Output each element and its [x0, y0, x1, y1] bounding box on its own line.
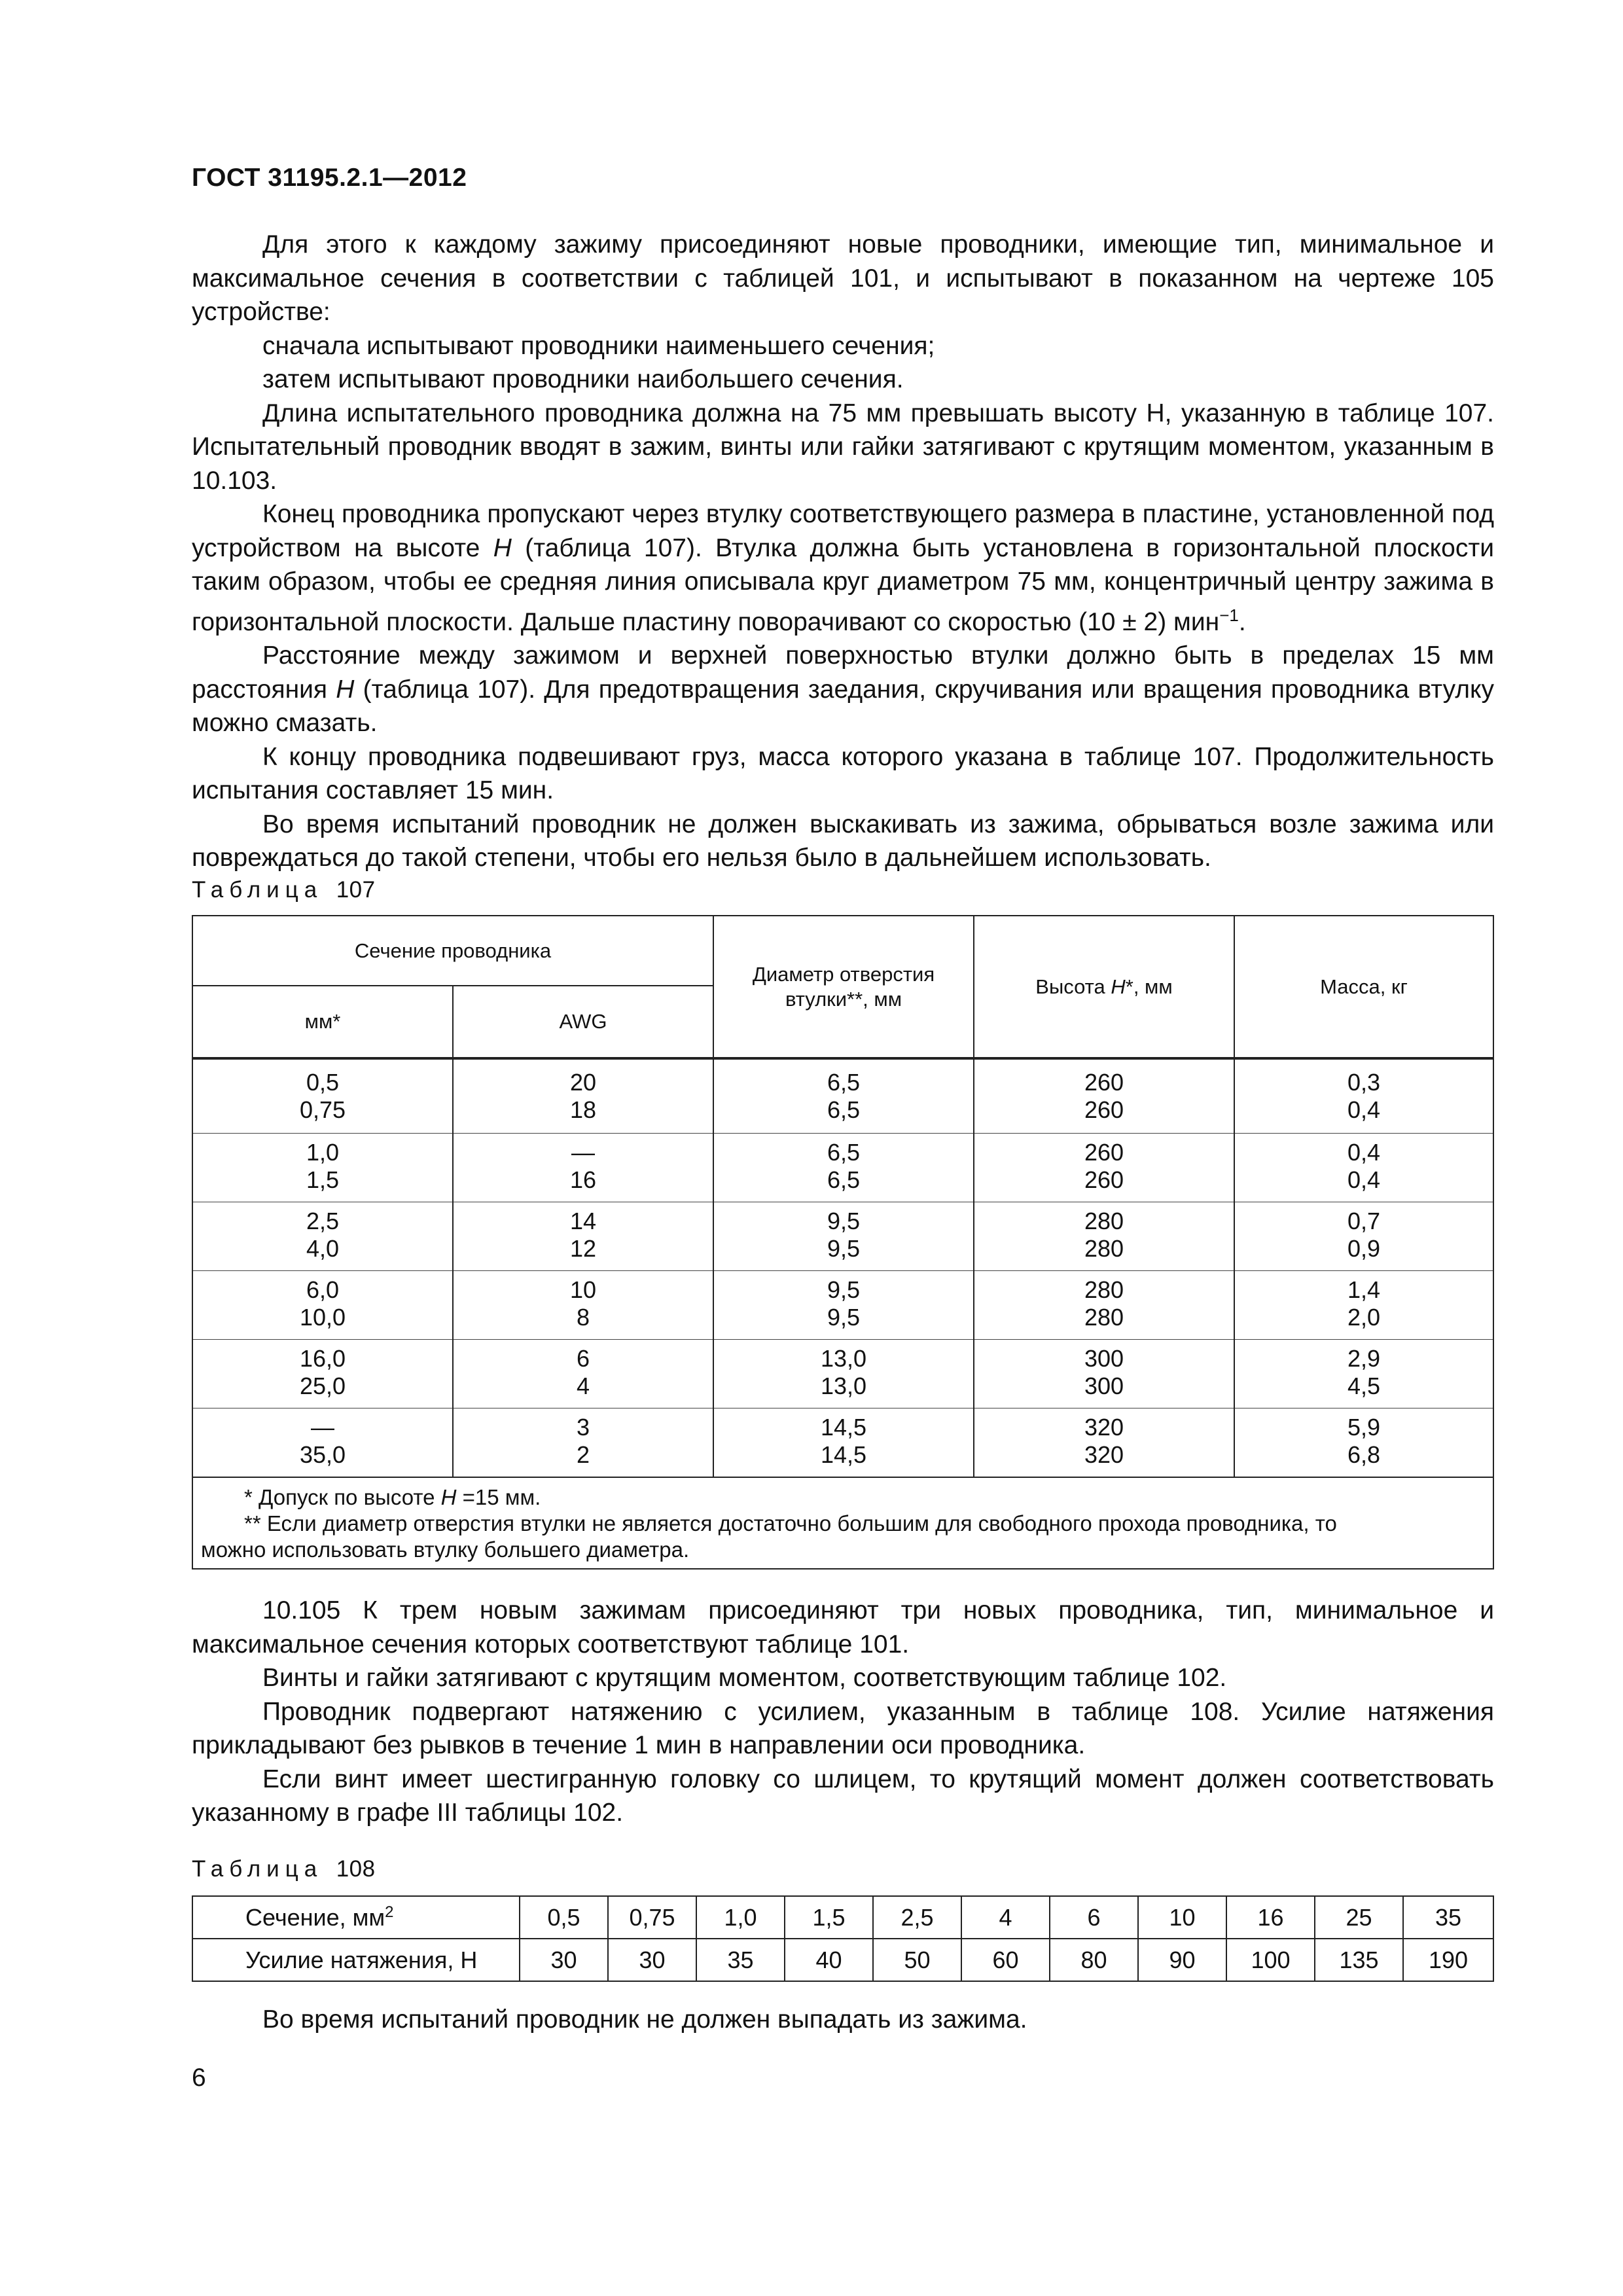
- paragraph: К концу проводника подвешивают груз, масса которого указана в таблице 107. Продолжительность испытания составляет 15 мин.: [192, 742, 1494, 804]
- cell-value: 6,8: [1347, 1441, 1381, 1468]
- table-cell-mass: [1234, 1408, 1493, 1478]
- table-cell-h: [974, 1340, 1234, 1408]
- header-diameter: Диаметр отверстия втулки**, мм: [713, 916, 974, 1058]
- superscript: 2: [385, 1903, 394, 1921]
- table-cell-awg: [453, 1058, 713, 1134]
- table-cell-h: [974, 1202, 1234, 1271]
- header-height: [974, 916, 1234, 1058]
- cell-value: 260: [1084, 1166, 1124, 1193]
- cell-value: 16,0: [299, 1345, 346, 1372]
- cell-value: 6: [576, 1345, 590, 1372]
- cell-value: 4,0: [306, 1235, 340, 1262]
- section-value: 6: [1050, 1896, 1138, 1939]
- table-cell-h: [974, 1408, 1234, 1478]
- cell-value: 13,0: [820, 1372, 867, 1399]
- text-fragment: *, мм: [1125, 975, 1173, 998]
- cell-value: 5,9: [1347, 1414, 1381, 1441]
- cell-value: 3: [576, 1414, 590, 1441]
- cell-value: 2,5: [306, 1208, 340, 1234]
- note-2-continuation: можно использовать втулку большего диаметра.: [201, 1537, 690, 1562]
- table-cell-mm: [192, 1340, 453, 1408]
- table-cell-mass: [1234, 1202, 1493, 1271]
- force-value: 30: [520, 1939, 608, 1981]
- table-row: [192, 1408, 1493, 1478]
- cell-value: 6,5: [827, 1139, 861, 1166]
- table-row: [192, 1058, 1493, 1134]
- force-value: 30: [608, 1939, 696, 1981]
- cell-value: 14,5: [820, 1441, 867, 1468]
- note-2: ** Если диаметр отверстия втулки не является достаточно большим для свободного прохода проводника, то: [244, 1511, 1337, 1535]
- note-1: [201, 1484, 1485, 1511]
- cell-value: 280: [1084, 1235, 1124, 1262]
- cell-value: 280: [1084, 1304, 1124, 1331]
- table-cell-dia: [713, 1271, 974, 1340]
- cell-value: 0,4: [1347, 1096, 1381, 1123]
- cell-value: 280: [1084, 1276, 1124, 1303]
- cell-value: 6,5: [827, 1069, 861, 1096]
- paragraph: Во время испытаний проводник не должен выпадать из зажима.: [262, 2005, 1027, 2034]
- cell-value: 260: [1084, 1069, 1124, 1096]
- text-fragment: Высота: [1035, 975, 1111, 998]
- table-107: [192, 915, 1494, 1570]
- caption-word: Таблица: [192, 1856, 323, 1882]
- cell-value: 300: [1084, 1372, 1124, 1399]
- text-fragment: Расстояние между зажимом и верхней поверхностью втулки должно быть в пределах 15 мм расстояния: [192, 641, 1494, 704]
- cell-value: 14,5: [820, 1414, 867, 1441]
- table-cell-h: [974, 1134, 1234, 1202]
- table-107-notes: [192, 1477, 1493, 1569]
- table-row: [192, 1271, 1493, 1340]
- table-cell-awg: [453, 1271, 713, 1340]
- table-row: [192, 1134, 1493, 1202]
- variable-h: H: [493, 533, 512, 562]
- header-mass: Масса, кг: [1234, 916, 1493, 1058]
- intro-text: [192, 228, 1494, 875]
- table-cell-dia: [713, 1058, 974, 1134]
- cell-value: 260: [1084, 1096, 1124, 1123]
- caption-word: Таблица: [192, 877, 323, 903]
- text-fragment: .: [1238, 607, 1246, 636]
- cell-value: 2,9: [1347, 1345, 1381, 1372]
- caption-number: 108: [336, 1856, 376, 1882]
- paragraph: Для этого к каждому зажиму присоединяют новые проводники, имеющие тип, минимальное и максимальное сечения в соответствии с таблицей 101, и испытывают в показанном на чертеже 105 устройстве:: [192, 230, 1494, 326]
- table-cell-dia: [713, 1202, 974, 1271]
- cell-value: 9,5: [827, 1304, 861, 1331]
- cell-value: 4,5: [1347, 1372, 1381, 1399]
- text-fragment: (таблица 107). Втулка должна быть установлена в горизонтальной плоскости таким образом, чтобы ее средняя линия описывала круг диаметром 75 мм, концентричный центру зажима в горизонтальной плоскости. Дальше пластину поворачивают со скоростью (10 ± 2) мин: [192, 533, 1494, 636]
- superscript: −1: [1219, 605, 1239, 625]
- table-cell-mm: [192, 1202, 453, 1271]
- table-row: [192, 1340, 1493, 1408]
- force-value: 50: [873, 1939, 961, 1981]
- cell-value: 8: [576, 1304, 590, 1331]
- cell-value: 35,0: [299, 1441, 346, 1468]
- section-value: 16: [1226, 1896, 1315, 1939]
- section-value: 10: [1138, 1896, 1226, 1939]
- cell-value: 0,4: [1347, 1139, 1381, 1166]
- table-cell-mass: [1234, 1058, 1493, 1134]
- cell-value: 280: [1084, 1208, 1124, 1234]
- paragraph: 10.105 К трем новым зажимам присоединяют три новых проводника, тип, минимальное и максимальное сечения которых соответствуют таблице 101.: [192, 1596, 1494, 1659]
- cell-value: 1,0: [306, 1139, 340, 1166]
- table-cell-mm: [192, 1408, 453, 1478]
- section-10-105: [192, 1594, 1494, 1830]
- section-value: 25: [1315, 1896, 1403, 1939]
- table-cell-awg: [453, 1134, 713, 1202]
- cell-value: 13,0: [820, 1345, 867, 1372]
- variable-h: H: [440, 1485, 457, 1509]
- variable-h: H: [1111, 975, 1126, 998]
- paragraph: Если винт имеет шестигранную головку со шлицем, то крутящий момент должен соответствовать указанному в графе III таблицы 102.: [192, 1765, 1494, 1827]
- paragraph: Длина испытательного проводника должна на 75 мм превышать высоту H, указанную в таблице 107. Испытательный проводник вводят в зажим, винты или гайки затягивают с крутящим моментом, указанным в 10.103.: [192, 399, 1494, 495]
- force-value: 60: [961, 1939, 1050, 1981]
- cell-value: 18: [569, 1096, 597, 1123]
- final-text: [192, 2003, 1494, 2037]
- cell-value: 16: [569, 1166, 597, 1193]
- table-row: [192, 1202, 1493, 1271]
- table-108: [192, 1895, 1494, 1982]
- cell-value: 9,5: [827, 1208, 861, 1234]
- table-107-caption: [192, 877, 376, 903]
- table-cell-mass: [1234, 1134, 1493, 1202]
- table-108-caption: [192, 1856, 376, 1882]
- paragraph: Винты и гайки затягивают с крутящим моментом, соответствующим таблице 102.: [262, 1664, 1227, 1692]
- cell-value: 6,0: [306, 1276, 340, 1303]
- table-cell-mass: [1234, 1340, 1493, 1408]
- cell-value: 12: [569, 1235, 597, 1262]
- table-cell-mm: [192, 1134, 453, 1202]
- cell-value: 320: [1084, 1414, 1124, 1441]
- row-label-section: [192, 1896, 520, 1939]
- cell-value: 20: [569, 1069, 597, 1096]
- cell-value: 10: [569, 1276, 597, 1303]
- force-value: 80: [1050, 1939, 1138, 1981]
- cell-value: 2: [576, 1441, 590, 1468]
- table-cell-awg: [453, 1202, 713, 1271]
- text-fragment: (таблица 107). Для предотвращения заедания, скручивания или вращения проводника втулку можно смазать.: [192, 675, 1495, 737]
- cell-value: 6,5: [827, 1166, 861, 1193]
- page-number: 6: [192, 2064, 206, 2092]
- text-fragment: =15 мм.: [456, 1485, 541, 1509]
- force-value: 40: [785, 1939, 873, 1981]
- document-header: ГОСТ 31195.2.1—2012: [192, 164, 467, 192]
- table-cell-mm: [192, 1058, 453, 1134]
- table-cell-awg: [453, 1340, 713, 1408]
- cell-value: 9,5: [827, 1235, 861, 1262]
- section-value: 1,5: [785, 1896, 873, 1939]
- table-cell-h: [974, 1058, 1234, 1134]
- section-value: 0,75: [608, 1896, 696, 1939]
- header-conductor-section: Сечение проводника: [192, 916, 713, 986]
- cell-value: 1,4: [1347, 1276, 1381, 1303]
- table-cell-mm: [192, 1271, 453, 1340]
- paragraph: Проводник подвергают натяжению с усилием, указанным в таблице 108. Усилие натяжения прикладывают без рывков в течение 1 мин в направлении оси проводника.: [192, 1697, 1494, 1759]
- table-cell-dia: [713, 1134, 974, 1202]
- paragraph: Во время испытаний проводник не должен выскакивать из зажима, обрываться возле зажима или повреждаться до такой степени, чтобы его нельзя было в дальнейшем использовать.: [192, 810, 1494, 872]
- section-value: 0,5: [520, 1896, 608, 1939]
- cell-value: 6,5: [827, 1096, 861, 1123]
- cell-value: 0,9: [1347, 1235, 1381, 1262]
- force-value: 100: [1226, 1939, 1315, 1981]
- table-cell-awg: [453, 1408, 713, 1478]
- table-cell-dia: [713, 1340, 974, 1408]
- table-cell-dia: [713, 1408, 974, 1478]
- cell-value: 10,0: [299, 1304, 346, 1331]
- row-label-force: Усилие натяжения, Н: [192, 1939, 520, 1981]
- cell-value: 300: [1084, 1345, 1124, 1372]
- text-fragment: Сечение, мм: [245, 1904, 385, 1931]
- section-value: 4: [961, 1896, 1050, 1939]
- header-awg: AWG: [453, 986, 713, 1058]
- header-mm: мм*: [192, 986, 453, 1058]
- cell-value: 2,0: [1347, 1304, 1381, 1331]
- force-value: 135: [1315, 1939, 1403, 1981]
- cell-value: 0,5: [306, 1069, 340, 1096]
- paragraph: затем испытывают проводники наибольшего сечения.: [262, 365, 904, 393]
- force-value: 35: [696, 1939, 785, 1981]
- variable-h: H: [336, 675, 355, 704]
- cell-value: 0,3: [1347, 1069, 1381, 1096]
- cell-value: 1,5: [306, 1166, 340, 1193]
- cell-value: —: [571, 1139, 595, 1166]
- paragraph: сначала испытывают проводники наименьшего сечения;: [262, 331, 935, 360]
- force-value: 190: [1403, 1939, 1493, 1981]
- cell-value: 0,75: [299, 1096, 346, 1123]
- paragraph: [192, 497, 1494, 639]
- cell-value: —: [311, 1414, 334, 1441]
- cell-value: 0,7: [1347, 1208, 1381, 1234]
- force-value: 90: [1138, 1939, 1226, 1981]
- table-cell-h: [974, 1271, 1234, 1340]
- section-value: 2,5: [873, 1896, 961, 1939]
- cell-value: 0,4: [1347, 1166, 1381, 1193]
- table-cell-mass: [1234, 1271, 1493, 1340]
- text-fragment: Конец проводника пропускают через втулку соответствующего размера в пластине, установленной под устройством на высоте: [192, 500, 1494, 562]
- text-fragment: * Допуск по высоте: [244, 1485, 441, 1509]
- cell-value: 4: [576, 1372, 590, 1399]
- cell-value: 260: [1084, 1139, 1124, 1166]
- paragraph: [192, 639, 1494, 740]
- section-value: 1,0: [696, 1896, 785, 1939]
- caption-number: 107: [336, 877, 376, 903]
- cell-value: 14: [569, 1208, 597, 1234]
- cell-value: 320: [1084, 1441, 1124, 1468]
- cell-value: 25,0: [299, 1372, 346, 1399]
- cell-value: 9,5: [827, 1276, 861, 1303]
- section-value: 35: [1403, 1896, 1493, 1939]
